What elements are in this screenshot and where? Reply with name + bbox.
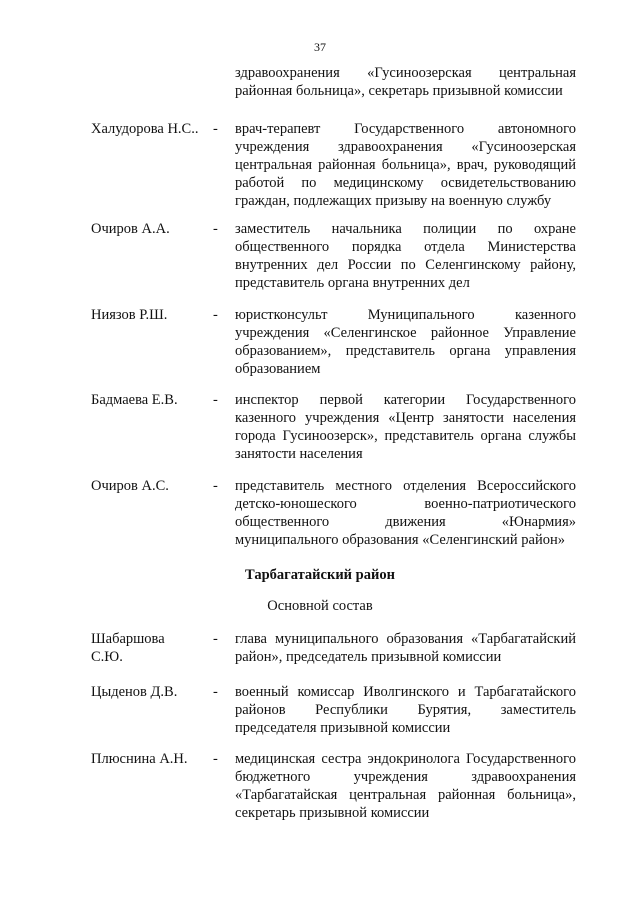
description-line: муниципального образования «Селенгинский район»: [235, 532, 565, 548]
member-name-line: Очиров А.С.: [91, 478, 169, 494]
description-line: занятости населения: [235, 446, 363, 462]
description-line: образованием: [235, 361, 321, 377]
section-title: Тарбагатайский район: [245, 567, 395, 583]
description-line: врач-терапевт Государственного автономного: [235, 121, 576, 137]
page-number: 37: [314, 40, 326, 54]
member-name: [91, 750, 206, 768]
member-description: [235, 306, 576, 378]
description-line: общественного движения «Юнармия»: [235, 514, 576, 530]
description-line: представитель местного отделения Всероссийского: [235, 478, 576, 494]
member-name: [91, 306, 206, 324]
entry-dash: -: [213, 751, 218, 767]
entry-dash: -: [213, 221, 218, 237]
description-line: центральная районная больница», врач, руководящий: [235, 157, 576, 173]
member-name-line: Халудорова Н.С..: [91, 121, 199, 137]
member-name: [91, 220, 206, 238]
description-line: работой по медицинскому освидетельствованию: [235, 175, 576, 191]
description-line: председателя призывной комиссии: [235, 720, 451, 736]
description-line: заместитель начальника полиции по охране: [235, 221, 576, 237]
description-line: города Гусиноозерск», представитель органа службы: [235, 428, 576, 444]
description-line: глава муниципального образования «Тарбагатайский: [235, 631, 576, 647]
member-description: [235, 391, 576, 463]
description-line: инспектор первой категории Государственного: [235, 392, 576, 408]
description-line: казенного учреждения «Центр занятости населения: [235, 410, 576, 426]
description-line: граждан, подлежащих призыву на военную службу: [235, 193, 552, 209]
description-line: военный комиссар Иволгинского и Тарбагатайского: [235, 684, 576, 700]
section-subtitle: Основной состав: [267, 598, 373, 614]
member-name-line: Бадмаева Е.В.: [91, 392, 178, 408]
description-line: медицинская сестра эндокринолога Государственного: [235, 751, 576, 767]
entry-dash: -: [213, 684, 218, 700]
member-name-line: Ниязов Р.Ш.: [91, 307, 168, 323]
description-line: «Тарбагатайская центральная районная больница»,: [235, 787, 576, 803]
description-line: юристконсульт Муниципального казенного: [235, 307, 576, 323]
member-name: [91, 391, 206, 409]
member-name: [91, 683, 206, 701]
continuation-description: [235, 64, 576, 100]
description-line: районная больница», секретарь призывной комиссии: [235, 83, 563, 99]
description-line: район», председатель призывной комиссии: [235, 649, 502, 665]
entry-dash: -: [213, 631, 218, 647]
member-name: [91, 630, 206, 666]
description-line: учреждения «Селенгинское районное Управление: [235, 325, 576, 341]
member-name: [91, 120, 206, 138]
member-name: [91, 477, 206, 495]
description-line: секретарь призывной комиссии: [235, 805, 430, 821]
description-line: бюджетного учреждения здравоохранения: [235, 769, 576, 785]
member-description: [235, 683, 576, 737]
member-description: [235, 630, 576, 666]
description-line: представитель органа внутренних дел: [235, 275, 470, 291]
member-name-line: Цыденов Д.В.: [91, 684, 178, 700]
entry-dash: -: [213, 121, 218, 137]
description-line: учреждения здравоохранения «Гусиноозерская: [235, 139, 576, 155]
member-description: [235, 120, 576, 210]
entry-dash: -: [213, 478, 218, 494]
description-line: районов Республики Бурятия, заместитель: [235, 702, 576, 718]
member-name-line: Плюснина А.Н.: [91, 751, 188, 767]
member-description: [235, 750, 576, 822]
member-description: [235, 477, 576, 549]
description-line: общественного порядка отдела Министерства: [235, 239, 576, 255]
description-line: детско-юношеского военно-патриотического: [235, 496, 576, 512]
description-line: здравоохранения «Гусиноозерская центральная: [235, 65, 576, 81]
member-name-line: С.Ю.: [91, 649, 123, 665]
member-name-line: Очиров А.А.: [91, 221, 170, 237]
entry-dash: -: [213, 307, 218, 323]
entry-dash: -: [213, 392, 218, 408]
description-line: внутренних дел России по Селенгинскому району,: [235, 257, 576, 273]
member-description: [235, 220, 576, 292]
description-line: образованием», представитель органа управления: [235, 343, 576, 359]
member-name-line: Шабаршова: [91, 631, 165, 647]
